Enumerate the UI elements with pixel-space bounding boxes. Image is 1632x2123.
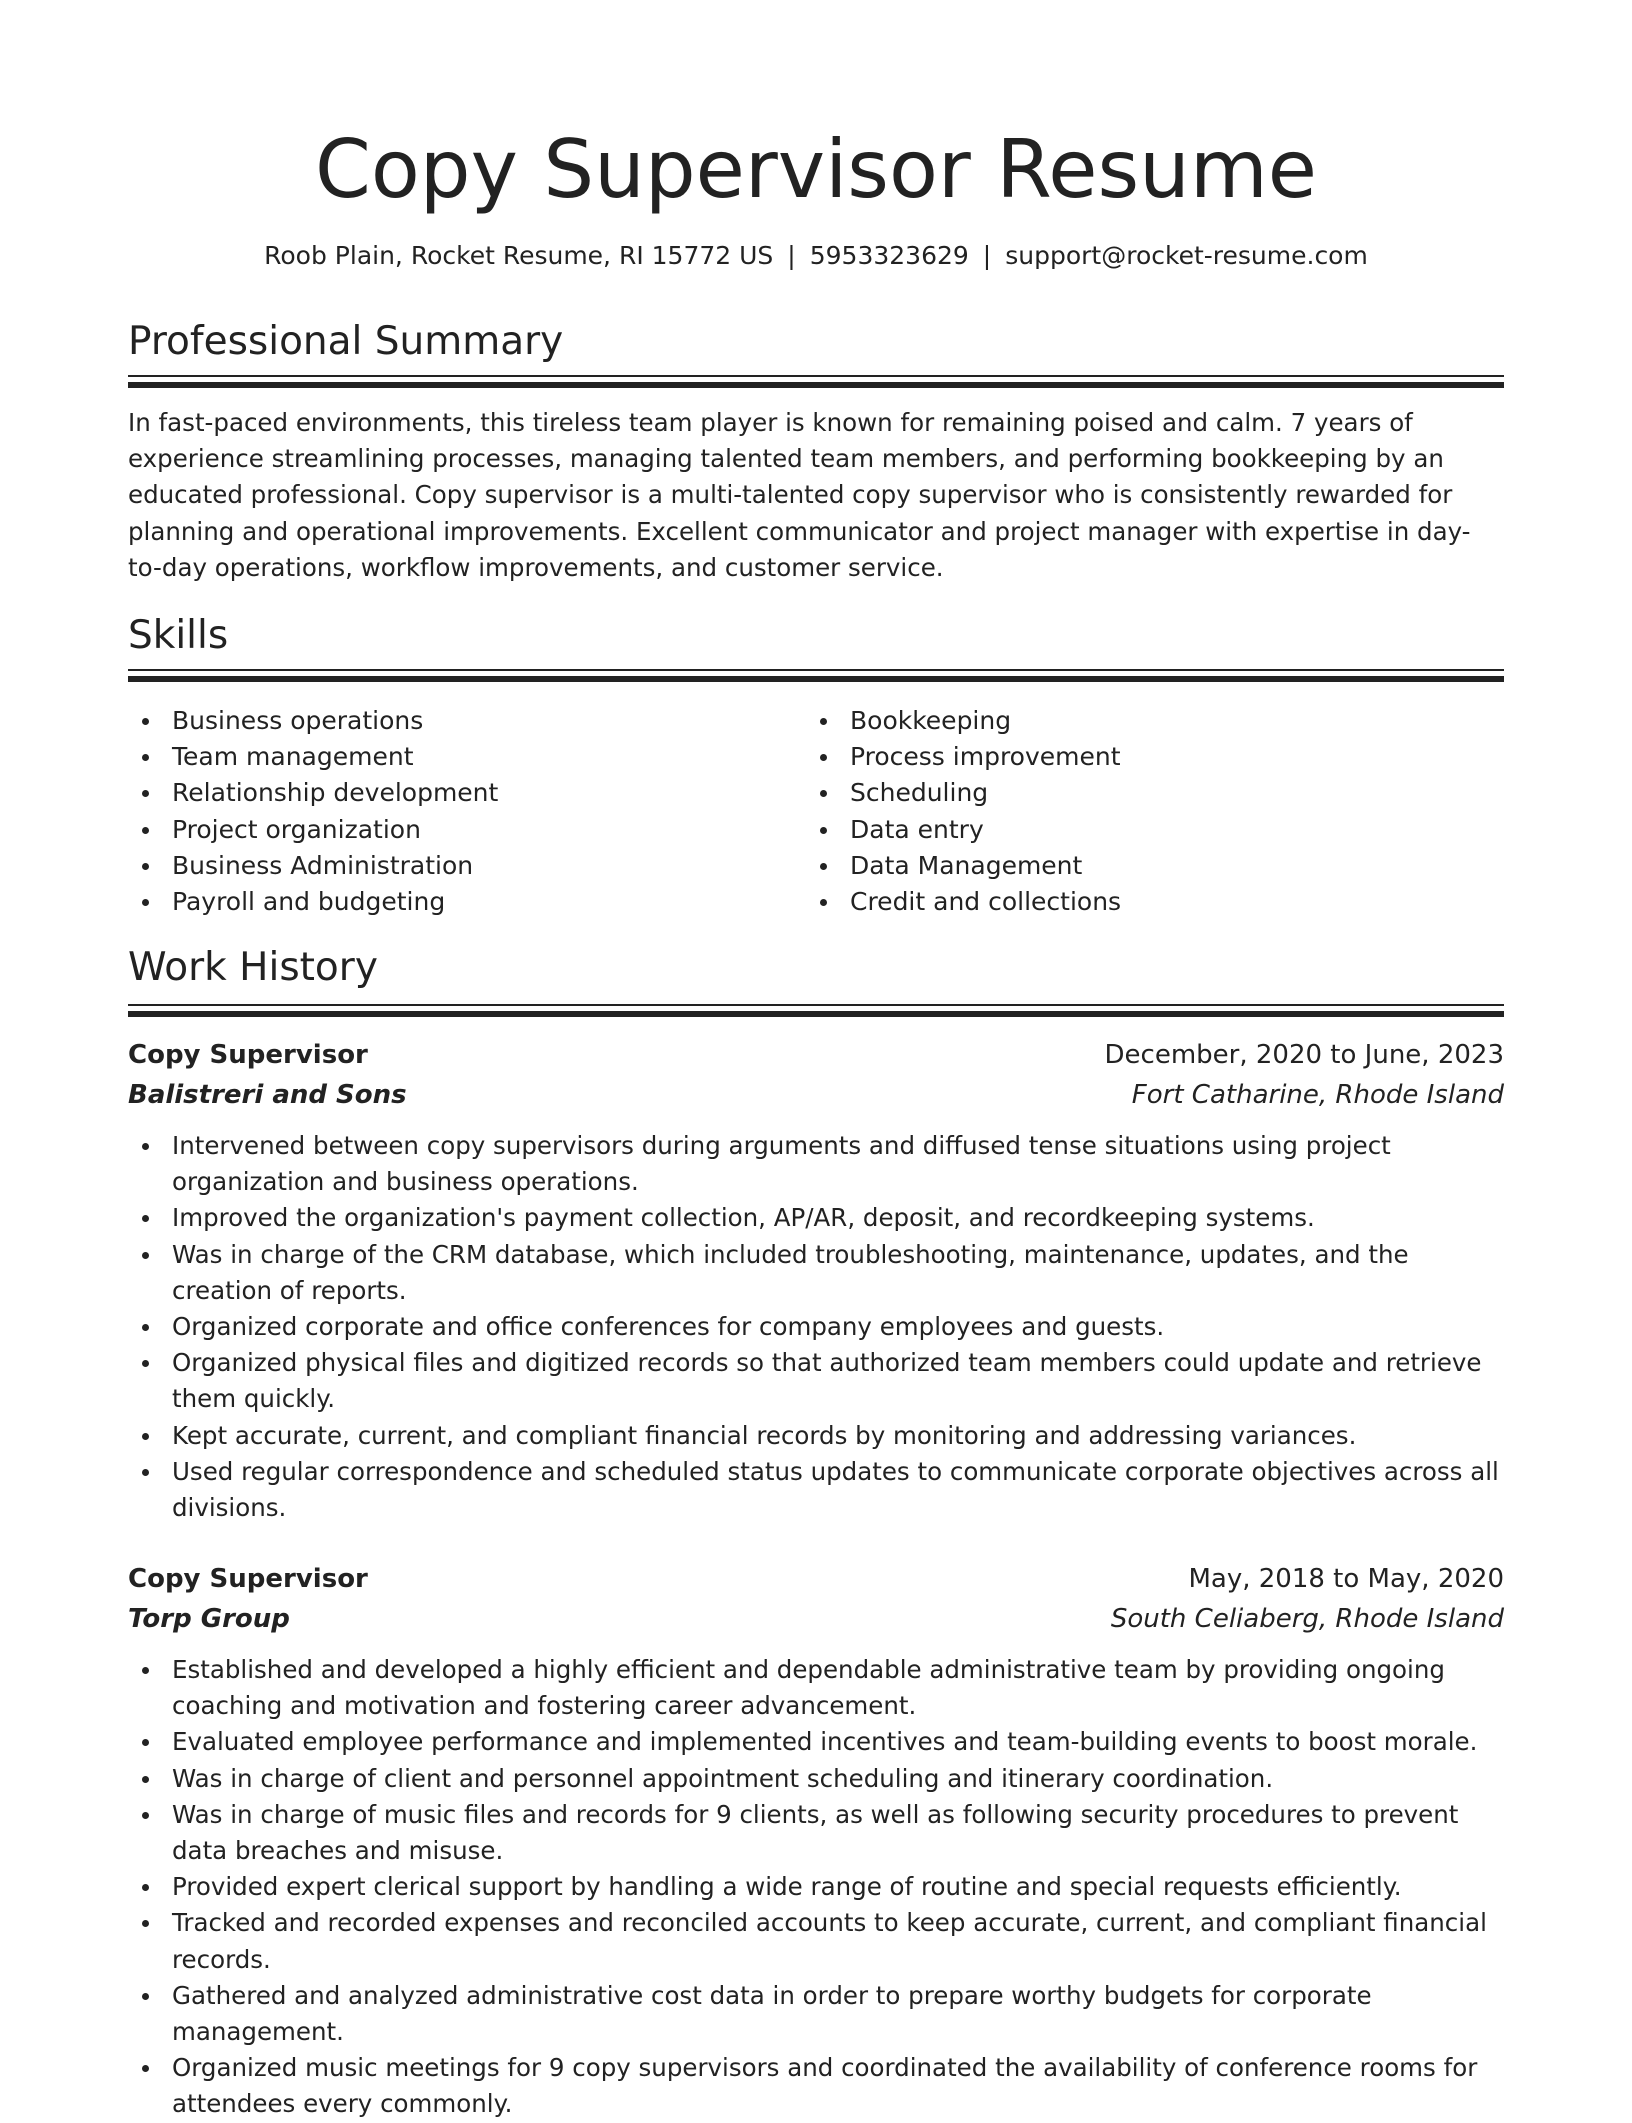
job-bullet: Provided expert clerical support by handling a wide range of routine and special requests efficiently. <box>128 1869 1504 1905</box>
contact-line <box>128 238 1504 274</box>
skill-item: Relationship development <box>128 775 788 811</box>
skill-item: Bookkeeping <box>806 703 1466 739</box>
job-company-row <box>128 1599 1504 1639</box>
skill-item: Data Management <box>806 848 1466 884</box>
skill-item: Payroll and budgeting <box>128 884 788 920</box>
job-bullet: Evaluated employee performance and implemented incentives and team-building events to boost morale. <box>128 1724 1504 1760</box>
job-bullet: Used regular correspondence and scheduled status updates to communicate corporate objectives across all divisions. <box>128 1454 1504 1526</box>
job-bullet: Intervened between copy supervisors during arguments and diffused tense situations using project organization and business operations. <box>128 1128 1504 1200</box>
job-header-row <box>128 1035 1504 1075</box>
section-divider <box>128 375 1504 388</box>
job-bullet-list <box>128 1652 1504 2123</box>
contact-phone: 5953323629 <box>809 241 969 270</box>
job-bullet: Kept accurate, current, and compliant financial records by monitoring and addressing variances. <box>128 1418 1504 1454</box>
section-heading-work: Work History <box>128 945 378 990</box>
job-company-row <box>128 1075 1504 1115</box>
job-location: Fort Catharine, Rhode Island <box>1131 1080 1504 1110</box>
skill-item: Project organization <box>128 812 788 848</box>
job-bullet: Improved the organization's payment collection, AP/AR, deposit, and recordkeeping systems. <box>128 1200 1504 1236</box>
skill-item: Team management <box>128 739 788 775</box>
job-bullet: Was in charge of client and personnel appointment scheduling and itinerary coordination. <box>128 1761 1504 1797</box>
contact-separator: | <box>787 241 796 270</box>
skill-item: Data entry <box>806 812 1466 848</box>
job-bullet-list <box>128 1128 1504 1526</box>
job-bullet: Was in charge of music files and records for 9 clients, as well as following security procedures to prevent data breaches and misuse. <box>128 1797 1504 1869</box>
job-bullet: Organized physical files and digitized records so that authorized team members could update and retrieve them quickly. <box>128 1345 1504 1417</box>
resume-title: Copy Supervisor Resume <box>315 123 1317 216</box>
section-divider <box>128 1004 1504 1017</box>
job-dates: May, 2018 to May, 2020 <box>1188 1564 1504 1594</box>
job-bullet: Was in charge of the CRM database, which included troubleshooting, maintenance, updates, and the creation of reports. <box>128 1237 1504 1309</box>
job-header-row <box>128 1559 1504 1599</box>
job-company: Torp Group <box>128 1604 290 1634</box>
skill-item: Scheduling <box>806 775 1466 811</box>
skill-item: Business Administration <box>128 848 788 884</box>
section-divider <box>128 669 1504 682</box>
skill-item: Business operations <box>128 703 788 739</box>
job-bullet: Established and developed a highly efficient and dependable administrative team by providing ongoing coaching and motivation and fostering career advancement. <box>128 1652 1504 1724</box>
job-title: Copy Supervisor <box>128 1564 368 1594</box>
section-heading-summary: Professional Summary <box>128 319 564 364</box>
summary-text: In fast-paced environments, this tireless team player is known for remaining poised and calm. 7 years of experience streamlining processes, managing talented team members, and performing bookkeeping by an educated professional. Copy supervisor is a multi-talented copy supervisor who is consistently rewarded for planning and operational improvements. Excellent communicator and project manager with expertise in day-to-day operations, workflow improvements, and customer service. <box>128 408 1471 582</box>
skills-list-right <box>806 703 1466 920</box>
job-dates: December, 2020 to June, 2023 <box>1104 1040 1504 1070</box>
job-bullet: Organized corporate and office conferences for company employees and guests. <box>128 1309 1504 1345</box>
contact-email: support@rocket-resume.com <box>1005 241 1368 270</box>
skill-item: Credit and collections <box>806 884 1466 920</box>
job-bullet: Gathered and analyzed administrative cost data in order to prepare worthy budgets for corporate management. <box>128 1978 1504 2050</box>
section-heading-skills: Skills <box>128 613 229 658</box>
skills-list-left <box>128 703 788 920</box>
job-title: Copy Supervisor <box>128 1040 368 1070</box>
skill-item: Process improvement <box>806 739 1466 775</box>
job-bullet: Organized music meetings for 9 copy supervisors and coordinated the availability of conference rooms for attendees every commonly. <box>128 2050 1504 2122</box>
contact-address: Roob Plain, Rocket Resume, RI 15772 US <box>264 241 774 270</box>
job-company: Balistreri and Sons <box>128 1080 407 1110</box>
job-location: South Celiaberg, Rhode Island <box>1110 1604 1504 1634</box>
job-bullet: Tracked and recorded expenses and reconciled accounts to keep accurate, current, and compliant financial records. <box>128 1905 1504 1977</box>
contact-separator: | <box>982 241 992 270</box>
